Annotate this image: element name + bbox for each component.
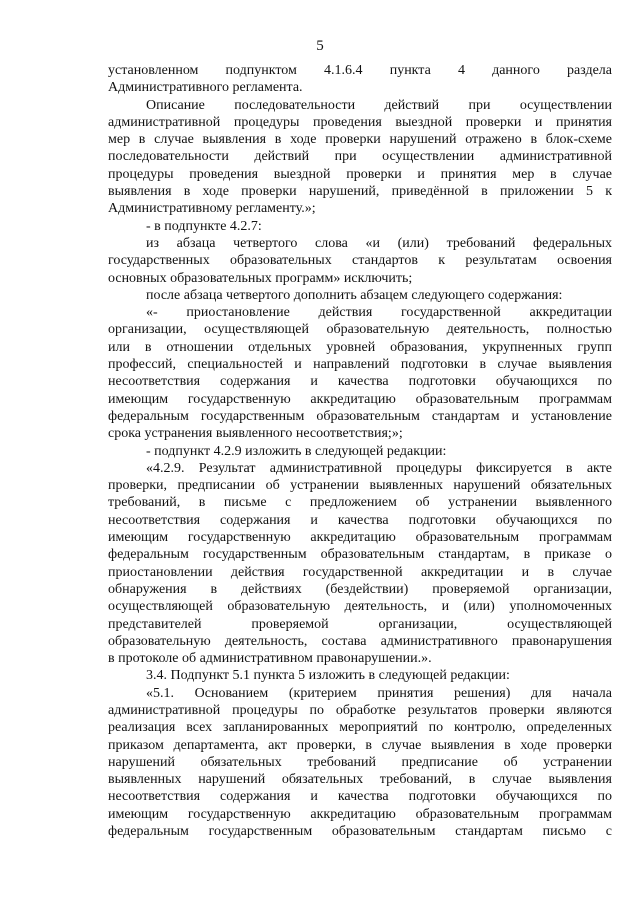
text-line: имеющим государственную аккредитацию образовательным программам: [108, 806, 612, 822]
text-line: имеющим государственную аккредитацию образовательным программам: [108, 530, 612, 546]
text-line: в протоколе об административном правонарушении.».: [108, 651, 432, 667]
text-line: федеральным государственным образовательным стандартам письмо с: [108, 824, 612, 840]
text-line: - подпункт 4.2.9 изложить в следующей редакции:: [146, 443, 447, 459]
text-line: - в подпункте 4.2.7:: [146, 218, 262, 234]
text-line: Административному регламенту.»;: [108, 201, 316, 217]
text-line: приказом департамента, акт проверки, в случае выявления в ходе проверки: [108, 737, 612, 753]
text-line: несоответствия содержания и качества подготовки обучающихся по: [108, 789, 612, 805]
text-line: реализация всех запланированных мероприятий по контролю, определенных: [108, 720, 612, 736]
text-line: обнаружения в действиях (бездействии) проверяемой организации,: [108, 581, 612, 597]
text-line: «- приостановление действия государственной аккредитации: [146, 305, 612, 321]
text-line: из абзаца четвертого слова «и (или) требований федеральных: [146, 235, 612, 251]
text-line: основных образовательных программ» исключить;: [108, 270, 413, 286]
text-line: после абзаца четвертого дополнить абзацем следующего содержания:: [146, 287, 563, 303]
text-line: федеральным государственным образовательным стандартам, в приказе о: [108, 547, 612, 563]
text-line: Описание последовательности действий при осуществлении: [146, 97, 612, 113]
text-line: образовательную деятельность, состава административного правонарушения: [108, 633, 612, 649]
text-line: федеральным государственным образовательным стандартам и установление: [108, 408, 612, 424]
text-line: мер в случае выявления в ходе проверки нарушений отражено в блок-схеме: [108, 132, 612, 148]
text-line: осуществляющей образовательную деятельность, и (или) уполномоченных: [108, 599, 612, 615]
text-line: представителей проверяемой организации, осуществляющей: [108, 616, 612, 632]
text-line: требований, в письме с предложением об устранении выявленного: [108, 495, 612, 511]
text-line: или в отношении отдельных уровней образования, укрупненных групп: [108, 339, 612, 355]
text-line: «4.2.9. Результат административной процедуры фиксируется в акте: [146, 460, 612, 476]
text-line: несоответствия содержания и качества подготовки обучающихся по: [108, 512, 612, 528]
page-number: 5: [316, 38, 324, 54]
text-line: профессий, специальностей и направлений подготовки в случае выявления: [108, 357, 612, 373]
text-line: 3.4. Подпункт 5.1 пункта 5 изложить в следующей редакции:: [146, 668, 510, 684]
text-line: Административного регламента.: [108, 80, 303, 96]
text-line: выявленных нарушений обязательных требований, в случае выявления: [108, 772, 612, 788]
text-line: имеющим государственную аккредитацию образовательным программам: [108, 391, 612, 407]
text-line: выявления в ходе проверки нарушений, приведённой в приложении 5 к: [108, 184, 612, 200]
text-line: нарушений обязательных требований предписание об устранении: [108, 754, 612, 770]
text-line: государственных образовательных стандартов к результатам освоения: [108, 253, 612, 269]
document-body: [108, 62, 612, 840]
text-line: срока устранения выявленного несоответствия;»;: [108, 426, 403, 442]
text-line: проверки, предписании об устранении выявленных нарушений обязательных: [108, 478, 612, 494]
text-line: процедуры проведения выездной проверки и принятия мер в случае: [108, 166, 612, 182]
text-line: административной процедуры проведения выездной проверки и принятия: [108, 114, 612, 130]
text-line: установленном подпунктом 4.1.6.4 пункта 4 данного раздела: [108, 63, 612, 78]
text-line: «5.1. Основанием (критерием принятия решения) для начала: [146, 685, 612, 701]
text-line: несоответствия содержания и качества подготовки обучающихся по: [108, 374, 612, 390]
text-line: приостановлении действия государственной аккредитации и в случае: [108, 564, 612, 580]
text-line: организации, осуществляющей образовательную деятельность, полностью: [108, 322, 612, 338]
text-line: последовательности действий при осуществлении административной: [108, 149, 612, 165]
text-line: административной процедуры по обработке результатов проверки являются: [108, 702, 612, 718]
